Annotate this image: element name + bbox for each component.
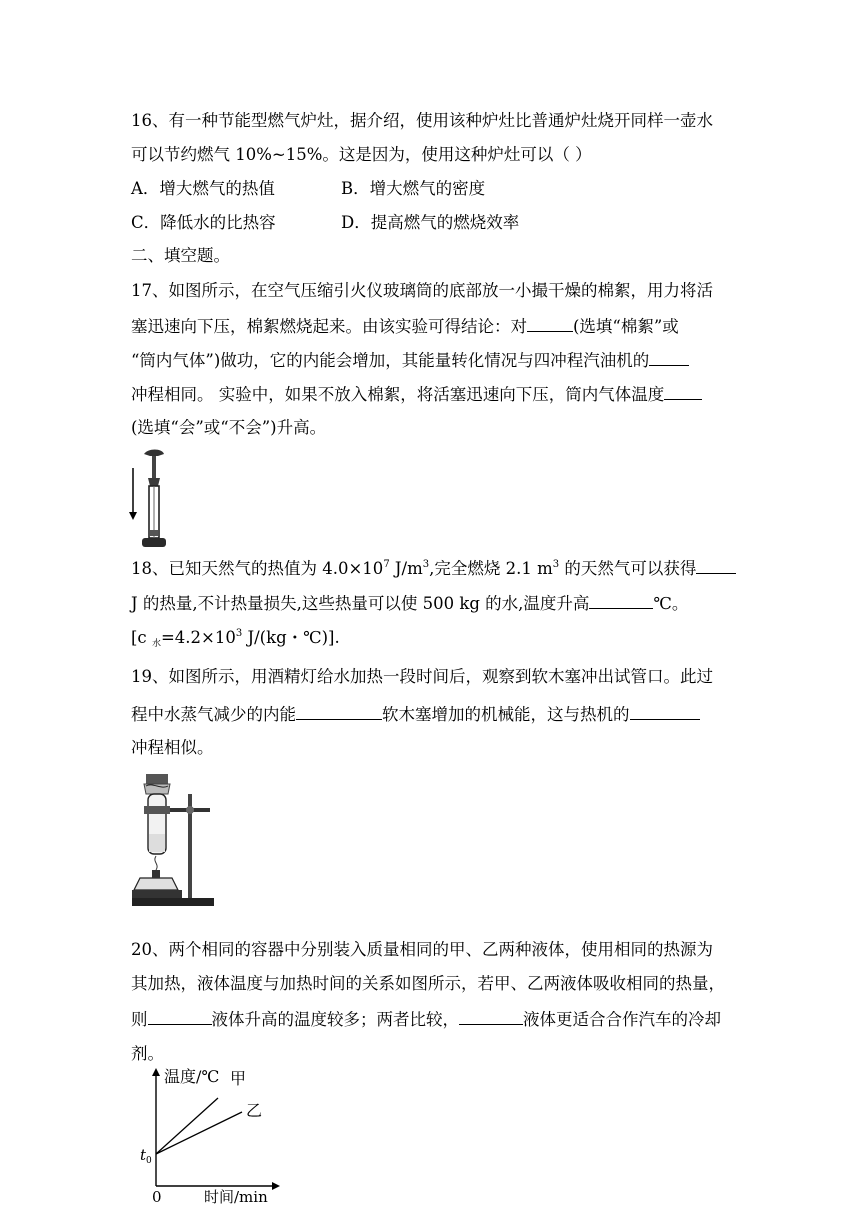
- q16-line1: 16、有一种节能型燃气炉灶，据介绍，使用该种炉灶比普通炉灶烧开同样一壶水: [131, 111, 713, 130]
- q18-blank-2[interactable]: [589, 590, 653, 609]
- temperature-time-graph: [138, 1066, 288, 1204]
- q16-line2: 可以节约燃气 10%~15%。这是因为，使用这种炉灶可以（ ）: [131, 145, 592, 164]
- q17-line1: 17、如图所示，在空气压缩引火仪玻璃筒的底部放一小撮干燥的棉絮，用力将活: [131, 281, 713, 300]
- q19-text-2b: 软木塞增加的机械能，这与热机的: [382, 705, 630, 724]
- q18-exp-4: 3: [235, 628, 243, 639]
- q20-line3: [131, 1006, 731, 1032]
- y-axis-arrow-icon: [152, 1068, 160, 1076]
- q18-exp-1: 7: [383, 559, 390, 570]
- q18-line2: [131, 590, 731, 616]
- alcohol-lamp-figure: [128, 772, 218, 908]
- q18-text-3a: [c: [131, 628, 152, 647]
- q17-text-3a: “筒内气体”)做功，它的内能会增加，其能量转化情况与四冲程汽油机的: [131, 351, 650, 370]
- q16-option-a: A．增大燃气的热值: [131, 179, 275, 198]
- section-heading-fill-blank: 二、填空题。: [131, 246, 230, 265]
- q17-line2: [131, 313, 731, 339]
- q16-option-b: B．增大燃气的密度: [341, 179, 486, 198]
- q18-text-3c: J/(kg・℃)].: [242, 628, 340, 647]
- q16-option-d: D．提高燃气的燃烧效率: [341, 213, 520, 232]
- q19-blank-2[interactable]: [630, 701, 700, 720]
- q17-text-4a: 冲程相同。 实验中，如果不放入棉絮，将活塞迅速向下压，筒内气体温度: [131, 385, 665, 404]
- q18-exp-3: 3: [552, 559, 560, 570]
- q18-sub-water: 水: [151, 639, 161, 649]
- fire-syringe-figure: [128, 446, 168, 552]
- q18-blank-1[interactable]: [696, 555, 736, 574]
- q17-line5: (选填“会”或“不会”)升高。: [131, 418, 327, 437]
- q19-line2: [131, 701, 731, 727]
- q20-line1: 20、两个相同的容器中分别装入质量相同的甲、乙两种液体，使用相同的热源为: [131, 940, 713, 959]
- q19-line3: 冲程相似。: [131, 738, 214, 757]
- x-axis-arrow-icon: [272, 1182, 280, 1190]
- q18-text-3b: =4.2×10: [160, 628, 236, 647]
- series-line-yi: [156, 1112, 242, 1154]
- q18-text-1d: 的天然气可以获得: [559, 559, 697, 578]
- q18-text-2a: J 的热量,不计热量损失,这些热量可以使 500 kg 的水,温度升高: [131, 594, 590, 613]
- q19-line1: 19、如图所示，用酒精灯给水加热一段时间后，观察到软木塞冲出试管口。此过: [131, 667, 713, 686]
- q17-text-2a: 塞迅速向下压，棉絮燃烧起来。由该实验可得结论：对: [131, 317, 527, 336]
- q17-line3: [131, 347, 731, 373]
- q20-text-3c: 液体更适合合作汽车的冷却: [523, 1010, 721, 1029]
- q17-text-2b: (选填“棉絮”或: [573, 317, 679, 336]
- x-axis-label: 时间/min: [204, 1188, 268, 1204]
- q17-line4: [131, 381, 731, 407]
- q18-text-1a: 18、已知天然气的热值为 4.0×10: [131, 559, 384, 578]
- t0-label: t: [140, 1146, 147, 1164]
- q20-line2: 其加热，液体温度与加热时间的关系如图所示，若甲、乙两液体吸收相同的热量，: [131, 974, 725, 993]
- q20-blank-2[interactable]: [459, 1006, 523, 1025]
- q19-blank-1[interactable]: [296, 701, 382, 720]
- q17-blank-2[interactable]: [649, 347, 689, 366]
- q18-text-2b: ℃。: [653, 594, 689, 613]
- t0-subscript: 0: [146, 1156, 152, 1166]
- q19-text-2a: 程中水蒸气减少的内能: [131, 705, 296, 724]
- q17-blank-3[interactable]: [664, 381, 702, 400]
- origin-label: 0: [152, 1188, 162, 1204]
- q17-blank-1[interactable]: [527, 313, 573, 332]
- q16-options-row1: [131, 176, 731, 202]
- q18-text-1b: J/m: [389, 559, 423, 578]
- q18-exp-2: 3: [422, 559, 430, 570]
- series-label-jia: 甲: [230, 1069, 247, 1088]
- q20-blank-1[interactable]: [148, 1006, 212, 1025]
- q20-text-3b: 液体升高的温度较多；两者比较，: [211, 1010, 459, 1029]
- y-axis-label: 温度/℃: [164, 1067, 220, 1086]
- q20-line4: 剂。: [131, 1044, 164, 1063]
- q16-option-c: C．降低水的比热容: [131, 213, 276, 232]
- q16-options-row2: [131, 210, 731, 236]
- series-label-yi: 乙: [246, 1101, 263, 1120]
- q20-text-3a: 则: [131, 1010, 148, 1029]
- q18-line3: [131, 625, 731, 651]
- q18-line1: [131, 555, 731, 581]
- series-line-jia: [156, 1098, 218, 1154]
- q18-text-1c: ,完全燃烧 2.1 m: [429, 559, 553, 578]
